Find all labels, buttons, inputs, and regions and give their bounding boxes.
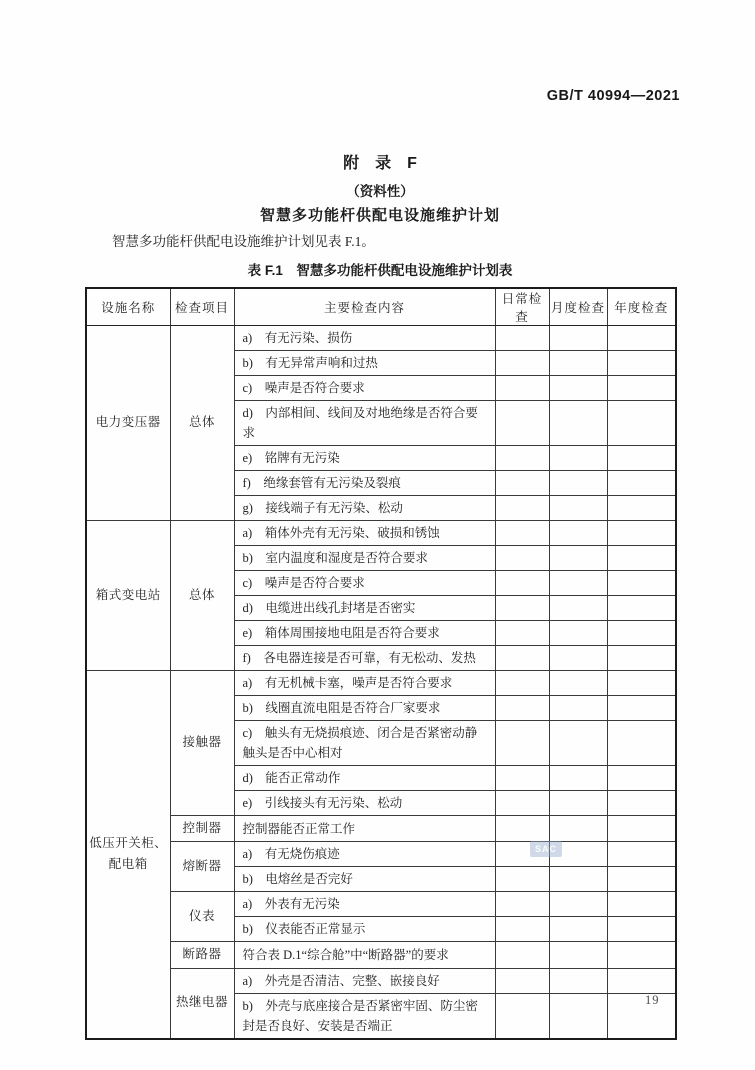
- yearly-check-cell: [607, 376, 676, 401]
- yearly-check-cell: [607, 571, 676, 596]
- check-content-cell: c) 噪声是否符合要求: [234, 376, 495, 401]
- scan-watermark: SAC: [530, 841, 562, 857]
- yearly-check-cell: [607, 816, 676, 842]
- facility-name-cell: 低压开关柜、配电箱: [86, 671, 170, 1039]
- daily-check-cell: [495, 376, 549, 401]
- daily-check-cell: [495, 791, 549, 816]
- yearly-check-cell: [607, 791, 676, 816]
- monthly-check-cell: [549, 446, 607, 471]
- check-item-cell: 仪表: [170, 892, 234, 942]
- check-content-cell: a) 有无机械卡塞，噪声是否符合要求: [234, 671, 495, 696]
- monthly-check-cell: [549, 968, 607, 993]
- yearly-check-cell: [607, 326, 676, 351]
- yearly-check-cell: [607, 671, 676, 696]
- check-content-cell: b) 线圈直流电阻是否符合厂家要求: [234, 696, 495, 721]
- appendix-heading: 附 录 F: [343, 155, 417, 172]
- check-content-cell: d) 电缆进出线孔封堵是否密实: [234, 596, 495, 621]
- daily-check-cell: [495, 721, 549, 766]
- daily-check-cell: [495, 942, 549, 968]
- daily-check-cell: [495, 351, 549, 376]
- check-content-cell: f) 绝缘套管有无污染及裂痕: [234, 471, 495, 496]
- yearly-check-cell: [607, 446, 676, 471]
- intro-paragraph: 智慧多功能杆供配电设施维护计划见表 F.1。: [112, 234, 375, 249]
- daily-check-cell: [495, 867, 549, 892]
- monthly-check-cell: [549, 892, 607, 917]
- monthly-check-cell: [549, 401, 607, 446]
- table-body: [86, 326, 676, 1039]
- monthly-check-cell: [549, 917, 607, 942]
- daily-check-cell: [495, 892, 549, 917]
- standard-code: GB/T 40994—2021: [546, 88, 680, 104]
- yearly-check-cell: [607, 917, 676, 942]
- daily-check-cell: [495, 521, 549, 546]
- monthly-check-cell: [549, 942, 607, 968]
- yearly-check-cell: [607, 942, 676, 968]
- check-content-cell: b) 电熔丝是否完好: [234, 867, 495, 892]
- monthly-check-cell: [549, 993, 607, 1039]
- monthly-check-cell: [549, 496, 607, 521]
- daily-check-cell: [495, 571, 549, 596]
- monthly-check-cell: [549, 621, 607, 646]
- check-content-cell: b) 外壳与底座接合是否紧密牢固、防尘密封是否良好、安装是否端正: [234, 993, 495, 1039]
- daily-check-cell: [495, 621, 549, 646]
- monthly-check-cell: [549, 696, 607, 721]
- monthly-check-cell: [549, 471, 607, 496]
- daily-check-cell: [495, 968, 549, 993]
- table-row: [86, 326, 676, 351]
- facility-name-cell: 箱式变电站: [86, 521, 170, 671]
- facility-name-cell: 电力变压器: [86, 326, 170, 521]
- daily-check-cell: [495, 326, 549, 351]
- yearly-check-cell: [607, 471, 676, 496]
- check-content-cell: f) 各电器连接是否可靠，有无松动、发热: [234, 646, 495, 671]
- page-number: 19: [645, 993, 660, 1007]
- check-item-cell: 总体: [170, 521, 234, 671]
- column-header-facility-name: 设施名称: [86, 288, 170, 326]
- check-item-cell: 断路器: [170, 942, 234, 968]
- yearly-check-cell: [607, 521, 676, 546]
- check-item-cell: 接触器: [170, 671, 234, 816]
- daily-check-cell: [495, 917, 549, 942]
- yearly-check-cell: [607, 596, 676, 621]
- table-row: [86, 521, 676, 546]
- check-content-cell: a) 有无烧伤痕迹: [234, 842, 495, 867]
- monthly-check-cell: [549, 867, 607, 892]
- yearly-check-cell: [607, 892, 676, 917]
- monthly-check-cell: [549, 766, 607, 791]
- monthly-check-cell: [549, 721, 607, 766]
- monthly-check-cell: [549, 521, 607, 546]
- monthly-check-cell: [549, 816, 607, 842]
- check-content-cell: d) 内部相间、线间及对地绝缘是否符合要求: [234, 401, 495, 446]
- table-row: [86, 671, 676, 696]
- yearly-check-cell: [607, 968, 676, 993]
- column-header-monthly-check: 月度检查: [549, 288, 607, 326]
- yearly-check-cell: [607, 696, 676, 721]
- yearly-check-cell: [607, 993, 676, 1039]
- check-content-cell: 符合表 D.1“综合舱”中“断路器”的要求: [234, 942, 495, 968]
- check-content-cell: g) 接线端子有无污染、松动: [234, 496, 495, 521]
- daily-check-cell: [495, 766, 549, 791]
- monthly-check-cell: [549, 376, 607, 401]
- yearly-check-cell: [607, 842, 676, 867]
- monthly-check-cell: [549, 351, 607, 376]
- monthly-check-cell: [549, 326, 607, 351]
- appendix-title: 智慧多功能杆供配电设施维护计划: [259, 207, 500, 224]
- check-content-cell: a) 外壳是否清洁、完整、嵌接良好: [234, 968, 495, 993]
- check-content-cell: a) 外表有无污染: [234, 892, 495, 917]
- daily-check-cell: [495, 816, 549, 842]
- check-item-cell: 总体: [170, 326, 234, 521]
- check-content-cell: e) 铭牌有无污染: [234, 446, 495, 471]
- check-content-cell: b) 有无异常声响和过热: [234, 351, 495, 376]
- check-content-cell: c) 触头有无烧损痕迹、闭合是否紧密动静触头是否中心相对: [234, 721, 495, 766]
- yearly-check-cell: [607, 546, 676, 571]
- check-content-cell: c) 噪声是否符合要求: [234, 571, 495, 596]
- check-item-cell: 熔断器: [170, 842, 234, 892]
- monthly-check-cell: [549, 596, 607, 621]
- daily-check-cell: [495, 446, 549, 471]
- check-item-cell: 热继电器: [170, 968, 234, 1039]
- monthly-check-cell: [549, 791, 607, 816]
- check-content-cell: 控制器能否正常工作: [234, 816, 495, 842]
- check-content-cell: b) 室内温度和湿度是否符合要求: [234, 546, 495, 571]
- daily-check-cell: [495, 546, 549, 571]
- table-row: [86, 842, 676, 867]
- yearly-check-cell: [607, 766, 676, 791]
- monthly-check-cell: [549, 671, 607, 696]
- yearly-check-cell: [607, 621, 676, 646]
- check-content-cell: b) 仪表能否正常显示: [234, 917, 495, 942]
- table-row: [86, 968, 676, 993]
- column-header-yearly-check: 年度检查: [607, 288, 676, 326]
- monthly-check-cell: [549, 546, 607, 571]
- maintenance-plan-table: [85, 287, 677, 1040]
- column-header-check-item: 检查项目: [170, 288, 234, 326]
- yearly-check-cell: [607, 401, 676, 446]
- yearly-check-cell: [607, 867, 676, 892]
- table-header: [86, 288, 676, 326]
- check-item-cell: 控制器: [170, 816, 234, 842]
- check-content-cell: a) 有无污染、损伤: [234, 326, 495, 351]
- column-header-main-check-content: 主要检查内容: [234, 288, 495, 326]
- check-content-cell: d) 能否正常动作: [234, 766, 495, 791]
- yearly-check-cell: [607, 351, 676, 376]
- table-row: [86, 816, 676, 842]
- daily-check-cell: [495, 993, 549, 1039]
- check-content-cell: e) 箱体周围接地电阻是否符合要求: [234, 621, 495, 646]
- check-content-cell: a) 箱体外壳有无污染、破损和锈蚀: [234, 521, 495, 546]
- daily-check-cell: [495, 671, 549, 696]
- daily-check-cell: [495, 646, 549, 671]
- appendix-subheading: （资料性）: [346, 184, 414, 199]
- monthly-check-cell: [549, 646, 607, 671]
- daily-check-cell: [495, 596, 549, 621]
- yearly-check-cell: [607, 646, 676, 671]
- table-row: [86, 942, 676, 968]
- column-header-daily-check: 日常检查: [495, 288, 549, 326]
- table-row: [86, 892, 676, 917]
- daily-check-cell: [495, 401, 549, 446]
- table-header-row: [86, 288, 676, 326]
- yearly-check-cell: [607, 496, 676, 521]
- daily-check-cell: [495, 496, 549, 521]
- monthly-check-cell: [549, 571, 607, 596]
- daily-check-cell: [495, 471, 549, 496]
- daily-check-cell: [495, 696, 549, 721]
- check-content-cell: e) 引线接头有无污染、松动: [234, 791, 495, 816]
- table-caption: 表 F.1 智慧多功能杆供配电设施维护计划表: [247, 263, 513, 278]
- yearly-check-cell: [607, 721, 676, 766]
